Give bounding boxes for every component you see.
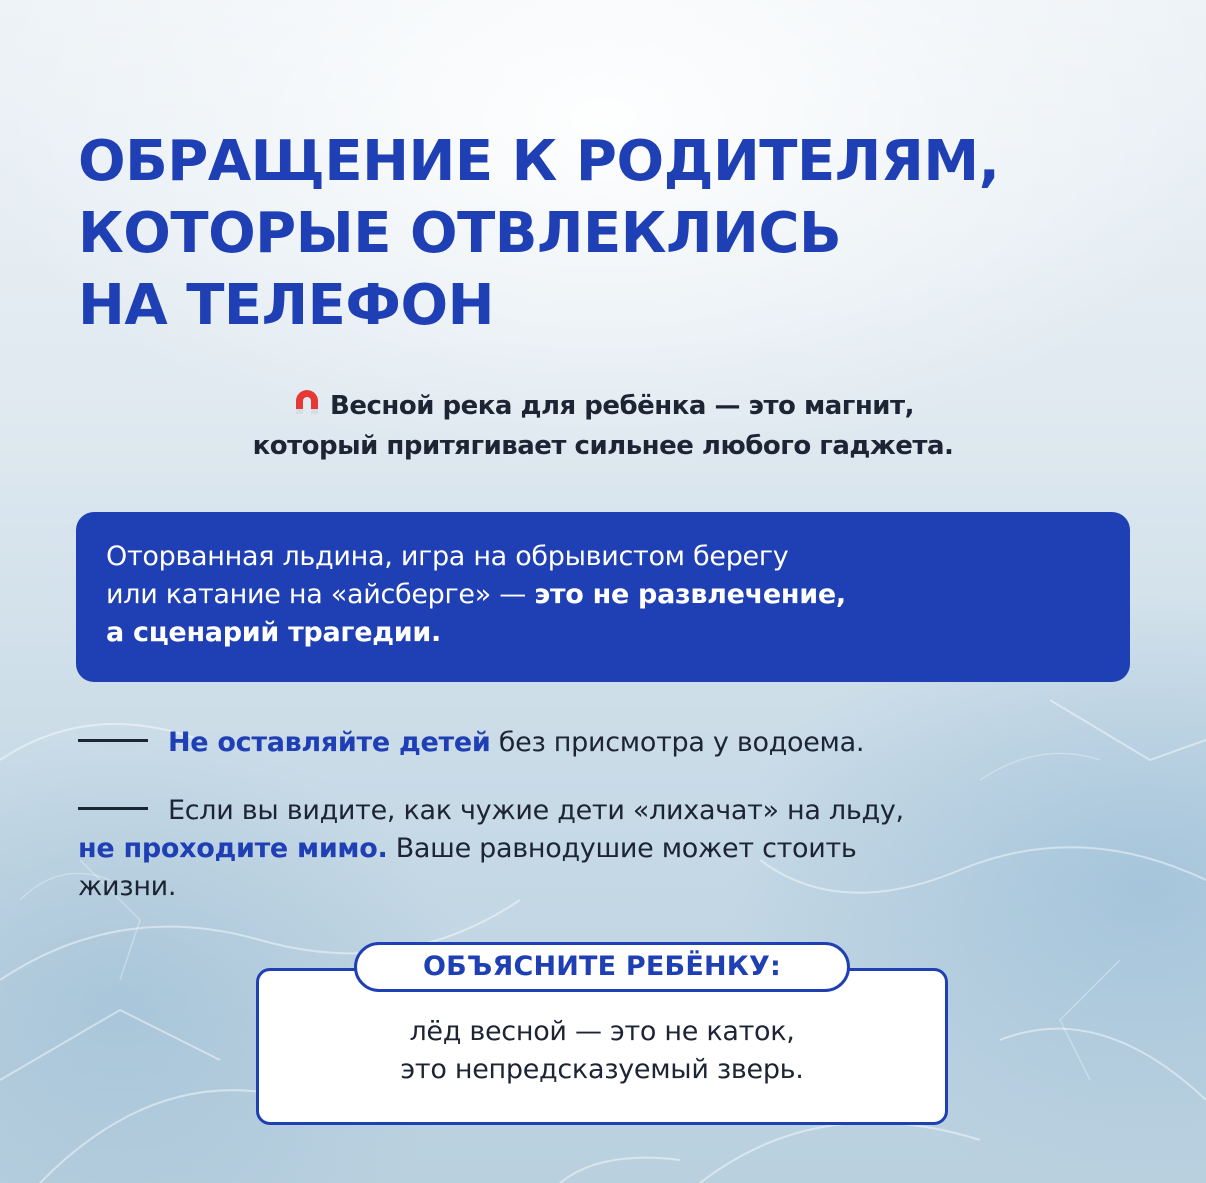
page-title bbox=[78, 126, 999, 342]
advice-1-text: без присмотра у водоема. bbox=[490, 727, 865, 758]
lead-line-2: который притягивает сильнее любого гаджета. bbox=[252, 431, 954, 461]
advice-2-line-1 bbox=[78, 792, 1138, 830]
banner-line-2 bbox=[106, 576, 1100, 614]
banner-line-3: а сценарий трагедии. bbox=[106, 617, 441, 648]
banner-line-2-bold: это не развлечение, bbox=[534, 579, 846, 610]
title-line-2: КОТОРЫЕ ОТВЛЕКЛИСЬ bbox=[78, 201, 842, 266]
advice-item-1 bbox=[78, 724, 1138, 762]
advice-2-text-1: Если вы видите, как чужие дети «лихачат» на льду, bbox=[168, 795, 904, 826]
banner-line-2-regular: или катание на «айсберге» — bbox=[106, 579, 535, 610]
explain-line-2: это непредсказуемый зверь. bbox=[400, 1054, 804, 1085]
advice-2-bold: не проходите мимо. bbox=[78, 833, 388, 864]
advice-2-line-2 bbox=[78, 830, 1138, 868]
title-line-3: НА ТЕЛЕФОН bbox=[78, 273, 494, 338]
lead-line-1 bbox=[60, 386, 1146, 426]
advice-1-bold: Не оставляйте детей bbox=[168, 727, 491, 758]
banner-line-1: Оторванная льдина, игра на обрывистом берегу bbox=[106, 541, 789, 572]
dash-marker bbox=[78, 807, 148, 810]
lead-line-1-text: Весной река для ребёнка — это магнит, bbox=[330, 391, 914, 421]
dash-marker bbox=[78, 739, 148, 742]
warning-banner bbox=[76, 512, 1130, 682]
advice-2-text-2: Ваше равнодушие может стоить bbox=[387, 833, 857, 864]
explain-line-1: лёд весной — это не каток, bbox=[409, 1016, 795, 1047]
title-line-1: ОБРАЩЕНИЕ К РОДИТЕЛЯМ, bbox=[78, 129, 1000, 194]
advice-2-line-3: жизни. bbox=[78, 871, 177, 902]
advice-item-2 bbox=[78, 792, 1138, 906]
lead-text bbox=[60, 386, 1146, 466]
explain-heading: ОБЪЯСНИТЕ РЕБЁНКУ: bbox=[354, 942, 850, 992]
magnet-icon bbox=[292, 388, 322, 418]
